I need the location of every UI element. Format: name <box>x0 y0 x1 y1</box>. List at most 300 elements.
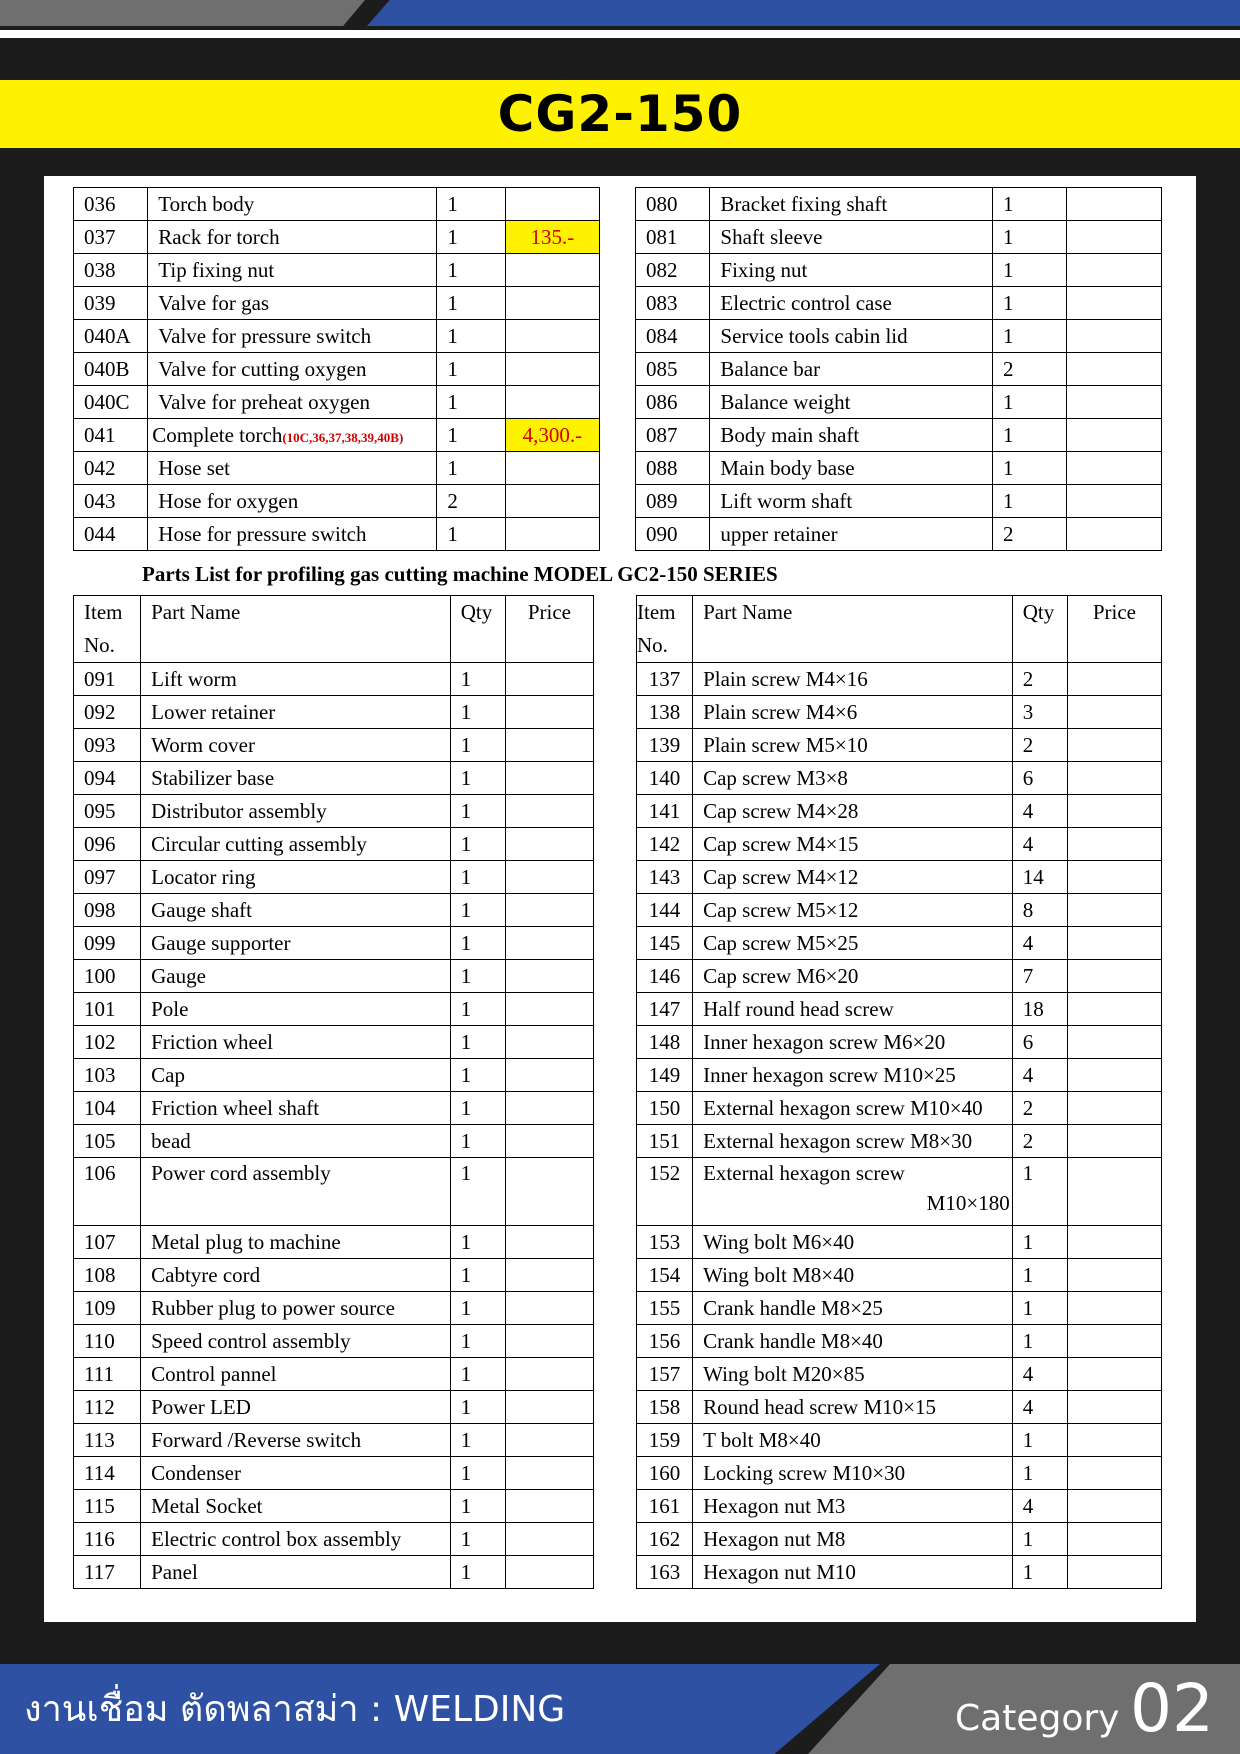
table-row <box>637 1026 1162 1059</box>
part-name: Complete torch <box>152 422 283 447</box>
price-cell <box>1067 1259 1161 1292</box>
part-name: Wing bolt M20×85 <box>703 1361 865 1386</box>
price-cell <box>1067 518 1162 551</box>
qty-cell: 1 <box>450 1158 505 1226</box>
qty-cell: 1 <box>450 1490 505 1523</box>
table-row <box>74 828 594 861</box>
part-name: Hose for pressure switch <box>158 521 367 546</box>
item-number: 037 <box>74 221 148 254</box>
qty-cell: 1 <box>450 861 505 894</box>
qty-cell: 1 <box>437 287 505 320</box>
table-row <box>637 1092 1162 1125</box>
part-name-cell <box>693 1358 1013 1391</box>
price-cell <box>505 795 593 828</box>
header-part-name: Part Name <box>141 596 451 663</box>
qty-cell: 1 <box>437 254 505 287</box>
item-number: 145 <box>637 927 693 960</box>
table-row <box>74 1358 594 1391</box>
qty-cell: 1 <box>450 762 505 795</box>
item-number: 160 <box>637 1457 693 1490</box>
part-name-cell <box>693 1325 1013 1358</box>
price-cell: 4,300.- <box>505 419 599 452</box>
item-number: 099 <box>74 927 141 960</box>
price-cell <box>1067 188 1162 221</box>
item-number: 151 <box>637 1125 693 1158</box>
item-number: 044 <box>74 518 148 551</box>
part-name: Hose for oxygen <box>158 488 299 513</box>
item-number: 143 <box>637 861 693 894</box>
part-name-cell <box>710 485 993 518</box>
header-item-no <box>637 596 693 663</box>
table-row <box>74 927 594 960</box>
item-number: 117 <box>74 1556 141 1589</box>
parts-list-title: Parts List for profiling gas cutting machine MODEL GC2-150 SERIES <box>142 562 778 586</box>
table-row <box>74 1125 594 1158</box>
table-row <box>637 1358 1162 1391</box>
part-name-cell <box>693 1556 1013 1589</box>
item-number: 104 <box>74 1092 141 1125</box>
part-name: Power cord assembly <box>151 1161 331 1185</box>
price-cell <box>1067 1059 1161 1092</box>
part-name: Tip fixing nut <box>158 257 275 282</box>
qty-cell: 1 <box>993 386 1067 419</box>
qty-cell: 1 <box>1012 1523 1067 1556</box>
qty-cell: 1 <box>993 221 1067 254</box>
price-cell <box>505 1325 593 1358</box>
item-number: 112 <box>74 1391 141 1424</box>
part-name: Locking screw M10×30 <box>703 1460 906 1485</box>
item-number: 039 <box>74 287 148 320</box>
part-name: Locator ring <box>151 864 256 889</box>
item-number: 139 <box>637 729 693 762</box>
part-name: Valve for gas <box>158 290 270 315</box>
qty-cell: 1 <box>450 1259 505 1292</box>
price-cell <box>1067 452 1162 485</box>
item-number: 110 <box>74 1325 141 1358</box>
item-number: 090 <box>636 518 710 551</box>
part-name-cell <box>148 485 437 518</box>
header-price: Price <box>505 596 593 663</box>
item-number: 148 <box>637 1026 693 1059</box>
price-cell <box>505 960 593 993</box>
footer-category-label: Category <box>955 1698 1120 1739</box>
part-name: External hexagon screw M10×40 <box>703 1095 983 1120</box>
table-row <box>74 1226 594 1259</box>
item-number: 084 <box>636 320 710 353</box>
part-name: Wing bolt M6×40 <box>703 1229 855 1254</box>
qty-cell: 1 <box>450 1092 505 1125</box>
part-name: Condenser <box>151 1460 241 1485</box>
part-name-cell <box>710 386 993 419</box>
item-number: 080 <box>636 188 710 221</box>
header-item-no <box>74 596 141 663</box>
qty-cell: 1 <box>437 518 505 551</box>
qty-cell: 1 <box>450 1125 505 1158</box>
table-row <box>74 1457 594 1490</box>
part-name: Lift worm shaft <box>720 488 853 513</box>
qty-cell: 1 <box>450 993 505 1026</box>
part-name-cell <box>141 1391 451 1424</box>
table-row <box>74 1556 594 1589</box>
part-name-cell <box>693 1457 1013 1490</box>
part-name-cell <box>141 762 451 795</box>
part-name: Fixing nut <box>720 257 808 282</box>
qty-cell: 1 <box>450 1391 505 1424</box>
table-row <box>636 353 1162 386</box>
price-cell <box>505 1125 593 1158</box>
price-cell <box>1067 1226 1161 1259</box>
price-cell <box>1067 993 1161 1026</box>
table-row <box>637 1292 1162 1325</box>
qty-cell: 1 <box>437 188 505 221</box>
part-name-cell <box>148 518 437 551</box>
qty-cell: 1 <box>450 1059 505 1092</box>
price-cell <box>505 320 599 353</box>
price-cell <box>1067 1490 1161 1523</box>
top-gray-band <box>0 0 365 26</box>
table-row <box>74 894 594 927</box>
table-row <box>637 762 1162 795</box>
table-row <box>74 1424 594 1457</box>
table-row <box>74 1059 594 1092</box>
table-row <box>74 1259 594 1292</box>
part-name-cell <box>710 419 993 452</box>
table-row <box>636 485 1162 518</box>
price-cell <box>1067 1556 1161 1589</box>
price-cell <box>505 287 599 320</box>
part-name: Worm cover <box>151 732 255 757</box>
qty-cell: 1 <box>450 1424 505 1457</box>
part-name: Bracket fixing shaft <box>720 191 888 216</box>
table-row <box>74 795 594 828</box>
price-cell <box>1067 795 1161 828</box>
table-row <box>74 221 600 254</box>
qty-cell: 7 <box>1012 960 1067 993</box>
item-number: 036 <box>74 188 148 221</box>
item-number: 093 <box>74 729 141 762</box>
part-name: Inner hexagon screw M6×20 <box>703 1029 946 1054</box>
qty-cell: 1 <box>450 1325 505 1358</box>
part-name: Hexagon nut M10 <box>703 1559 856 1584</box>
qty-cell: 1 <box>450 795 505 828</box>
price-cell <box>1067 254 1162 287</box>
qty-cell: 2 <box>1012 1125 1067 1158</box>
footer-category-number: 02 <box>1130 1670 1214 1747</box>
qty-cell: 6 <box>1012 762 1067 795</box>
part-name-cell <box>141 894 451 927</box>
qty-cell: 1 <box>437 353 505 386</box>
part-name-cell <box>141 993 451 1026</box>
footer-bar <box>0 1664 1240 1754</box>
part-name-cell <box>693 1158 1013 1226</box>
price-cell <box>505 1259 593 1292</box>
table-row <box>74 254 600 287</box>
part-name: Cap screw M3×8 <box>703 765 848 790</box>
table-row <box>74 452 600 485</box>
part-name: Cap <box>151 1062 185 1087</box>
item-number: 089 <box>636 485 710 518</box>
table-header-row <box>74 596 594 663</box>
table-row <box>637 1523 1162 1556</box>
part-name-cell <box>148 221 437 254</box>
item-number: 109 <box>74 1292 141 1325</box>
part-name: Stabilizer base <box>151 765 275 790</box>
price-cell <box>1067 1358 1161 1391</box>
price-cell <box>505 894 593 927</box>
price-cell <box>505 993 593 1026</box>
part-name-cell <box>710 518 993 551</box>
item-number: 153 <box>637 1226 693 1259</box>
qty-cell: 8 <box>1012 894 1067 927</box>
qty-cell: 4 <box>1012 1490 1067 1523</box>
part-name-cell <box>710 452 993 485</box>
part-name: Crank handle M8×40 <box>703 1328 883 1353</box>
part-name: Gauge shaft <box>151 897 253 922</box>
part-name-cell <box>148 287 437 320</box>
item-number: 040B <box>74 353 148 386</box>
qty-cell: 1 <box>450 1457 505 1490</box>
item-number: 157 <box>637 1358 693 1391</box>
part-name: T bolt M8×40 <box>703 1427 821 1452</box>
price-cell <box>1067 927 1161 960</box>
table-row <box>637 1158 1162 1226</box>
part-name-cell <box>693 1523 1013 1556</box>
price-cell <box>505 729 593 762</box>
part-name: Round head screw M10×15 <box>703 1394 936 1419</box>
part-name: Service tools cabin lid <box>720 323 908 348</box>
qty-cell: 2 <box>993 353 1067 386</box>
qty-cell: 1 <box>450 696 505 729</box>
part-name: Half round head screw <box>703 996 894 1021</box>
part-name-cell <box>710 320 993 353</box>
part-name: External hexagon screw M8×30 <box>703 1128 973 1153</box>
part-name-line2: M10×180 <box>926 1191 1010 1215</box>
part-name-cell <box>693 1026 1013 1059</box>
part-name-cell <box>148 254 437 287</box>
item-number: 108 <box>74 1259 141 1292</box>
part-name: Balance weight <box>720 389 851 414</box>
table-row <box>74 993 594 1026</box>
price-cell <box>505 1556 593 1589</box>
part-name: Torch body <box>158 191 255 216</box>
part-name: Cap screw M6×20 <box>703 963 859 988</box>
part-name-cell <box>693 1424 1013 1457</box>
price-cell <box>1067 762 1161 795</box>
qty-cell: 1 <box>437 320 505 353</box>
item-number: 156 <box>637 1325 693 1358</box>
table-row <box>636 188 1162 221</box>
price-cell <box>1067 861 1161 894</box>
price-cell <box>1067 1026 1161 1059</box>
item-number: 113 <box>74 1424 141 1457</box>
price-cell <box>1067 419 1162 452</box>
part-name-cell <box>141 1026 451 1059</box>
item-number: 043 <box>74 485 148 518</box>
price-cell <box>1067 1523 1161 1556</box>
part-name-cell <box>148 386 437 419</box>
qty-cell: 1 <box>450 927 505 960</box>
price-cell <box>505 1059 593 1092</box>
item-number: 042 <box>74 452 148 485</box>
table-row <box>74 1523 594 1556</box>
divider-line <box>0 30 1240 38</box>
table-row <box>637 729 1162 762</box>
table-row <box>637 828 1162 861</box>
qty-cell: 1 <box>450 663 505 696</box>
part-name: Lift worm <box>151 666 237 691</box>
item-number: 116 <box>74 1523 141 1556</box>
qty-cell: 1 <box>437 452 505 485</box>
part-name: bead <box>151 1128 191 1153</box>
item-number: 142 <box>637 828 693 861</box>
item-number: 040A <box>74 320 148 353</box>
part-name: Electric control case <box>720 290 892 315</box>
table-row <box>74 729 594 762</box>
item-number: 140 <box>637 762 693 795</box>
price-cell <box>505 1092 593 1125</box>
top-blue-band <box>367 0 1240 26</box>
header-no-label: No. <box>84 633 115 657</box>
part-name-cell <box>148 320 437 353</box>
qty-cell: 1 <box>993 287 1067 320</box>
item-number: 161 <box>637 1490 693 1523</box>
qty-cell: 6 <box>1012 1026 1067 1059</box>
part-name: Main body base <box>720 455 855 480</box>
item-number: 102 <box>74 1026 141 1059</box>
item-number: 154 <box>637 1259 693 1292</box>
part-name-cell <box>141 960 451 993</box>
price-cell: 135.- <box>505 221 599 254</box>
table-row <box>636 221 1162 254</box>
item-number: 098 <box>74 894 141 927</box>
part-name-cell <box>141 1226 451 1259</box>
table-row <box>637 1457 1162 1490</box>
part-name-cell <box>141 1556 451 1589</box>
item-number: 155 <box>637 1292 693 1325</box>
item-number: 086 <box>636 386 710 419</box>
part-name-cell <box>141 696 451 729</box>
qty-cell: 1 <box>437 419 505 452</box>
part-name-cell <box>693 927 1013 960</box>
item-number: 097 <box>74 861 141 894</box>
part-name: upper retainer <box>720 521 838 546</box>
part-name-cell <box>693 1259 1013 1292</box>
header-no-label: No. <box>637 633 668 657</box>
qty-cell: 1 <box>993 188 1067 221</box>
table-row <box>637 1259 1162 1292</box>
part-name-cell <box>141 1424 451 1457</box>
price-cell <box>505 1158 593 1226</box>
price-cell <box>505 1523 593 1556</box>
price-cell <box>1067 1325 1161 1358</box>
page-title: CG2-150 <box>497 85 743 143</box>
price-cell <box>505 1424 593 1457</box>
part-name-cell <box>141 927 451 960</box>
table-row <box>636 518 1162 551</box>
table-row <box>637 993 1162 1026</box>
qty-cell: 4 <box>1012 1358 1067 1391</box>
part-name-cell <box>710 221 993 254</box>
qty-cell: 1 <box>450 894 505 927</box>
price-cell <box>1067 320 1162 353</box>
part-name: Panel <box>151 1559 198 1584</box>
part-name-cell <box>141 729 451 762</box>
part-name: Forward /Reverse switch <box>151 1427 362 1452</box>
table-row <box>637 1556 1162 1589</box>
table-row <box>637 1490 1162 1523</box>
price-cell <box>1067 287 1162 320</box>
table-row <box>74 1490 594 1523</box>
qty-cell: 1 <box>450 1556 505 1589</box>
item-number: 162 <box>637 1523 693 1556</box>
part-name-cell <box>693 729 1013 762</box>
item-number: 150 <box>637 1092 693 1125</box>
part-name-cell <box>693 960 1013 993</box>
price-cell <box>505 762 593 795</box>
item-number: 105 <box>74 1125 141 1158</box>
part-name: Plain screw M4×16 <box>703 666 868 691</box>
table-row <box>74 1325 594 1358</box>
part-name: Hexagon nut M3 <box>703 1493 846 1518</box>
item-number: 149 <box>637 1059 693 1092</box>
item-number: 158 <box>637 1391 693 1424</box>
item-number: 095 <box>74 795 141 828</box>
part-name-cell <box>710 287 993 320</box>
table-row <box>636 254 1162 287</box>
part-name: Pole <box>151 996 189 1021</box>
qty-cell: 4 <box>1012 927 1067 960</box>
part-name-cell <box>141 1457 451 1490</box>
parts-table-4 <box>636 595 1162 1589</box>
part-name-cell <box>141 795 451 828</box>
part-name: Plain screw M5×10 <box>703 732 868 757</box>
part-name: Control pannel <box>151 1361 277 1386</box>
qty-cell: 1 <box>1012 1325 1067 1358</box>
qty-cell: 1 <box>437 221 505 254</box>
qty-cell: 1 <box>1012 1158 1067 1226</box>
price-cell <box>505 696 593 729</box>
qty-cell: 1 <box>1012 1424 1067 1457</box>
parts-table-3 <box>73 595 594 1589</box>
table-row <box>637 1325 1162 1358</box>
qty-cell: 14 <box>1012 861 1067 894</box>
part-name-cell <box>693 762 1013 795</box>
qty-cell: 4 <box>1012 828 1067 861</box>
table-row <box>74 353 600 386</box>
qty-cell: 1 <box>450 1358 505 1391</box>
price-cell <box>1067 1292 1161 1325</box>
qty-cell: 2 <box>1012 729 1067 762</box>
price-cell <box>505 386 599 419</box>
top-decor-strip <box>0 0 1240 28</box>
part-name-cell <box>693 861 1013 894</box>
table-row <box>637 894 1162 927</box>
header-price: Price <box>1067 596 1161 663</box>
price-cell <box>505 1226 593 1259</box>
price-cell <box>1067 1125 1161 1158</box>
part-name-cell <box>693 828 1013 861</box>
price-cell <box>505 861 593 894</box>
qty-cell: 1 <box>993 320 1067 353</box>
part-name-cell <box>141 1523 451 1556</box>
item-number: 101 <box>74 993 141 1026</box>
item-number: 138 <box>637 696 693 729</box>
part-name-cell <box>141 1125 451 1158</box>
part-name-cell <box>141 828 451 861</box>
price-cell <box>1067 960 1161 993</box>
item-number: 087 <box>636 419 710 452</box>
qty-cell: 4 <box>1012 795 1067 828</box>
